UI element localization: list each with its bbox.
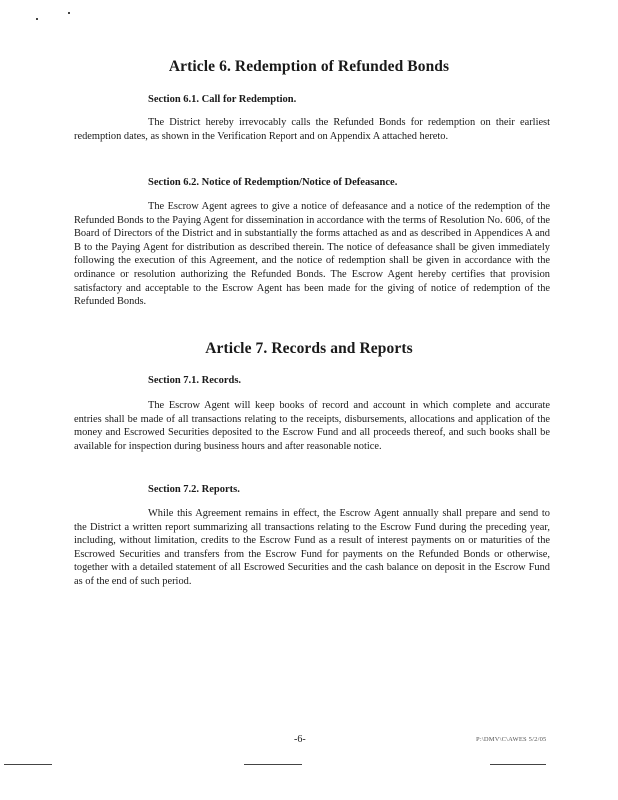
page-number: -6-	[294, 734, 306, 745]
scan-speck	[68, 12, 70, 14]
scan-artifact-line	[490, 764, 546, 765]
article-6-title: Article 6. Redemption of Refunded Bonds	[168, 58, 450, 75]
section-6-1-text: The District hereby irrevocably calls the Refunded Bonds for redemption on their earliest redemption dates, as shown in the Verification Report and on Appendix A attached hereto.	[74, 117, 550, 142]
section-7-2-text: While this Agreement remains in effect, the Escrow Agent annually shall prepare and send to the District a written report summarizing all transactions relating to the Escrow Fund during the preceding year, including, without limitation, credits to the Escrow Fund as a result of interest payments on or maturities of the Escrowed Securities and transfers from the Escrow Fund for payments on the Refunded Bonds or otherwise, together with a detailed statement of all Escrowed Securities and the cash balance on deposit in the Escrow Fund as of the end of such period.	[74, 508, 550, 587]
section-7-2-body	[74, 507, 550, 589]
scan-artifact-line	[244, 764, 302, 765]
article-7-title: Article 7. Records and Reports	[205, 340, 413, 357]
section-6-1-heading: Section 6.1. Call for Redemption.	[148, 94, 297, 105]
section-6-1-body	[74, 116, 550, 143]
document-id: P:\DMV\C\AWES 5/2/05	[476, 736, 547, 743]
section-6-2-heading: Section 6.2. Notice of Redemption/Notice of Defeasance.	[148, 177, 398, 188]
section-6-2-text: The Escrow Agent agrees to give a notice of defeasance and a notice of the redemption of the Refunded Bonds to the Paying Agent for dissemination in accordance with the terms of Resolution No. 606, of the Board of Directors of the District and in substantially the forms attached as and as described in Appendices A and B to the Paying Agent for distribution as described therein. The notice of defeasance shall be given immediately following the execution of this Agreement, and the notice of redemption shall be given in accordance with the ordinance or resolution authorizing the Refunded Bonds. The Escrow Agent hereby certifies that provision satisfactory and acceptable to the Escrow Agent has been made for the giving of notice of redemption of the Refunded Bonds.	[74, 201, 550, 308]
section-7-2-heading: Section 7.2. Reports.	[148, 484, 240, 495]
section-7-1-heading: Section 7.1. Records.	[148, 375, 242, 386]
section-7-1-body	[74, 399, 550, 453]
section-7-1-text: The Escrow Agent will keep books of record and account in which complete and accurate entries shall be made of all transactions relating to the receipts, disbursements, allocations and application of the money and Escrowed Securities deposited to the Escrow Fund and all proceeds thereof, and such books shall be available for inspection during business hours and after reasonable notice.	[74, 400, 550, 452]
scan-artifact-line	[4, 764, 52, 765]
section-6-2-body	[74, 200, 550, 309]
scan-speck	[36, 18, 38, 20]
